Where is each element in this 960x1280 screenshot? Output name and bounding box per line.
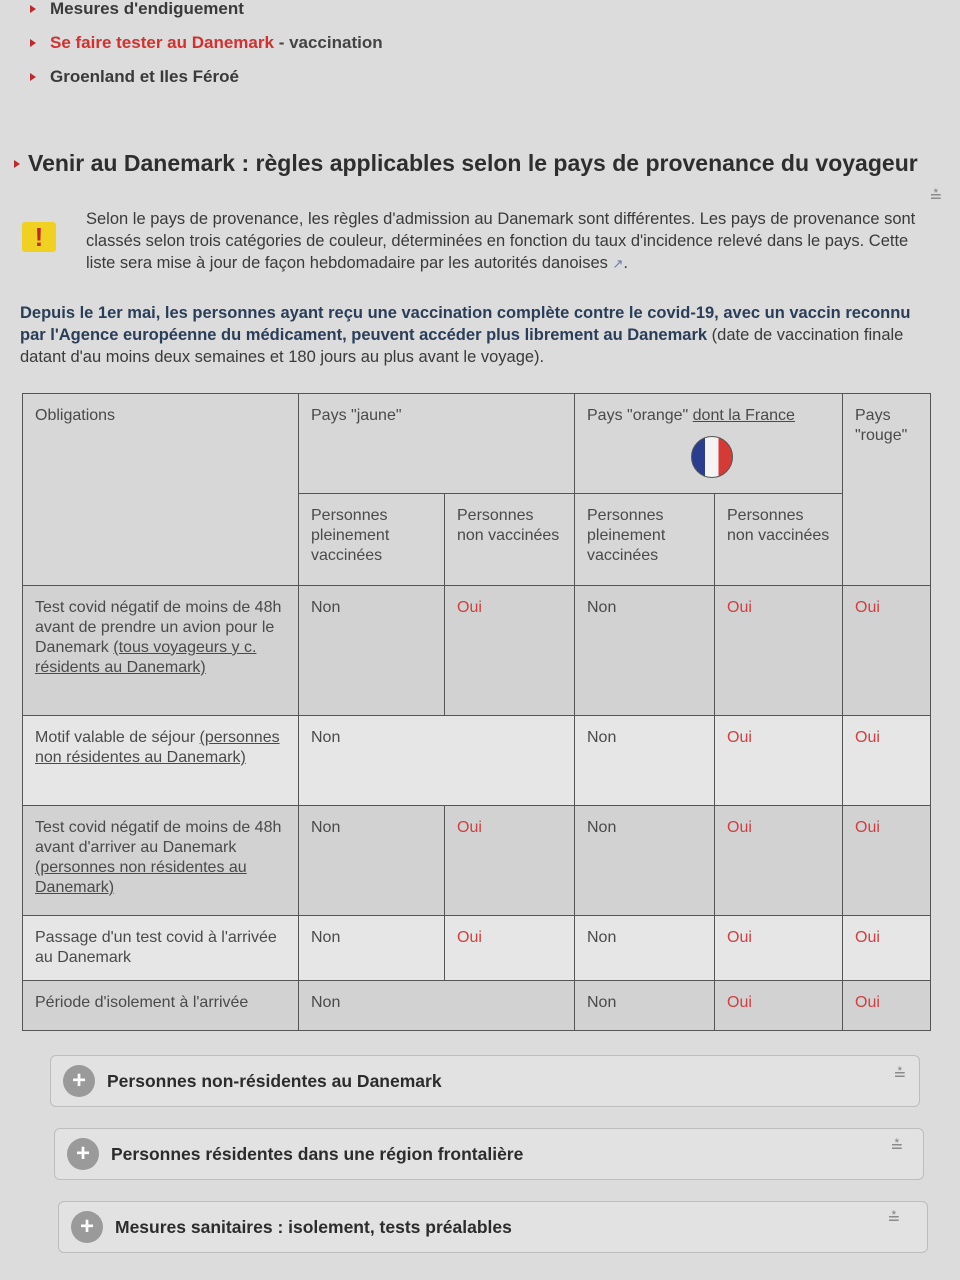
cell-value: Oui: [715, 586, 843, 716]
header-obligations: Obligations: [23, 394, 299, 586]
table-row: [23, 586, 931, 716]
link-dont-la-france[interactable]: dont la France: [692, 407, 795, 424]
triangle-bullet-icon: [30, 5, 36, 13]
cell-value: Oui: [715, 806, 843, 916]
section-title: Venir au Danemark : règles applicables selon le pays de provenance du voyageur: [14, 150, 954, 177]
link-groenland-feroe[interactable]: Groenland et Iles Féroé: [30, 60, 930, 94]
cell-value: Non: [299, 716, 575, 806]
cell-value: Non: [575, 716, 715, 806]
cell-value: Oui: [445, 806, 575, 916]
link-se-faire-tester[interactable]: Se faire tester au Danemark - vaccination: [30, 26, 930, 60]
cell-value: Oui: [843, 806, 931, 916]
collapse-icon[interactable]: ⩮: [888, 1206, 900, 1228]
plus-circle-icon: +: [63, 1065, 95, 1097]
cell-value: Oui: [843, 981, 931, 1031]
header-pays-orange: Pays "orange" dont la France: [575, 394, 843, 494]
triangle-bullet-icon: [14, 160, 20, 168]
row-label: Période d'isolement à l'arrivée: [23, 981, 299, 1031]
collapse-icon[interactable]: ⩮: [891, 1134, 903, 1156]
accordion-non-residents[interactable]: + Personnes non-résidentes au Danemark: [50, 1055, 920, 1107]
link-mesures-endiguement[interactable]: Mesures d'endiguement: [30, 0, 930, 26]
header-pays-rouge: Pays "rouge": [843, 394, 931, 586]
external-link-icon[interactable]: ↗: [612, 256, 624, 271]
cell-value: Oui: [715, 716, 843, 806]
collapse-icon[interactable]: ⩮: [894, 1062, 906, 1084]
table-row: [23, 981, 931, 1031]
cell-value: Non: [575, 916, 715, 981]
subheader-orange-non-vaccinees: Personnes non vaccinées: [715, 494, 843, 586]
table-row: [23, 716, 931, 806]
cell-value: Oui: [715, 916, 843, 981]
accordion-mesures-sanitaires[interactable]: + Mesures sanitaires : isolement, tests préalables: [58, 1201, 928, 1253]
cell-value: Non: [575, 981, 715, 1031]
subheader-jaune-vaccinees: Personnes pleinement vaccinées: [299, 494, 445, 586]
obligations-table: [22, 393, 931, 1031]
row-label-link[interactable]: (tous voyageurs y c. résidents au Danemark): [35, 639, 257, 676]
warning-box: [22, 208, 937, 275]
header-pays-jaune: Pays "jaune": [299, 394, 575, 494]
plus-circle-icon: +: [71, 1211, 103, 1243]
triangle-bullet-icon: [30, 39, 36, 47]
cell-value: Oui: [843, 916, 931, 981]
collapse-icon[interactable]: ⩮: [930, 184, 942, 206]
france-flag-icon: [691, 436, 733, 478]
cell-value: Oui: [445, 916, 575, 981]
row-label: Motif valable de séjour (personnes non résidentes au Danemark): [23, 716, 299, 806]
cell-value: Oui: [445, 586, 575, 716]
row-label: Test covid négatif de moins de 48h avant de prendre un avion pour le Danemark (tous voyageurs y c. résidents au Danemark): [23, 586, 299, 716]
cell-value: Oui: [843, 586, 931, 716]
row-label-link[interactable]: (personnes non résidentes au Danemark): [35, 729, 280, 766]
cell-value: Non: [299, 916, 445, 981]
plus-circle-icon: +: [67, 1138, 99, 1170]
subheader-jaune-non-vaccinees: Personnes non vaccinées: [445, 494, 575, 586]
table-row: [23, 806, 931, 916]
cell-value: Non: [299, 586, 445, 716]
accordion-region-frontaliere[interactable]: + Personnes résidentes dans une région frontalière: [54, 1128, 924, 1180]
row-label-link[interactable]: (personnes non résidentes au Danemark): [35, 859, 247, 896]
warning-icon: !: [22, 222, 56, 252]
related-links: [30, 0, 930, 94]
cell-value: Oui: [843, 716, 931, 806]
row-label: Passage d'un test covid à l'arrivée au Danemark: [23, 916, 299, 981]
cell-value: Non: [575, 586, 715, 716]
cell-value: Non: [299, 981, 575, 1031]
vaccination-intro: Depuis le 1er mai, les personnes ayant reçu une vaccination complète contre le covid-19, avec un vaccin reconnu par l'Agence européenne du médicament, peuvent accéder plus librement au Danemark (date de vaccination finale datant d'au moins deux semaines et 180 jours au plus avant le voyage).: [20, 304, 911, 366]
table-row: [23, 916, 931, 981]
subheader-orange-vaccinees: Personnes pleinement vaccinées: [575, 494, 715, 586]
warning-text: Selon le pays de provenance, les règles d'admission au Danemark sont différentes. Les pays de provenance sont classés selon trois catégories de couleur, déterminées en fonction du taux d'incidence relevé dans le pays. Cette liste sera mise à jour de façon hebdomadaire par les autorités danoises ↗.: [86, 210, 916, 272]
cell-value: Oui: [715, 981, 843, 1031]
triangle-bullet-icon: [30, 73, 36, 81]
cell-value: Non: [575, 806, 715, 916]
row-label: Test covid négatif de moins de 48h avant d'arriver au Danemark (personnes non résidentes au Danemark): [23, 806, 299, 916]
cell-value: Non: [299, 806, 445, 916]
